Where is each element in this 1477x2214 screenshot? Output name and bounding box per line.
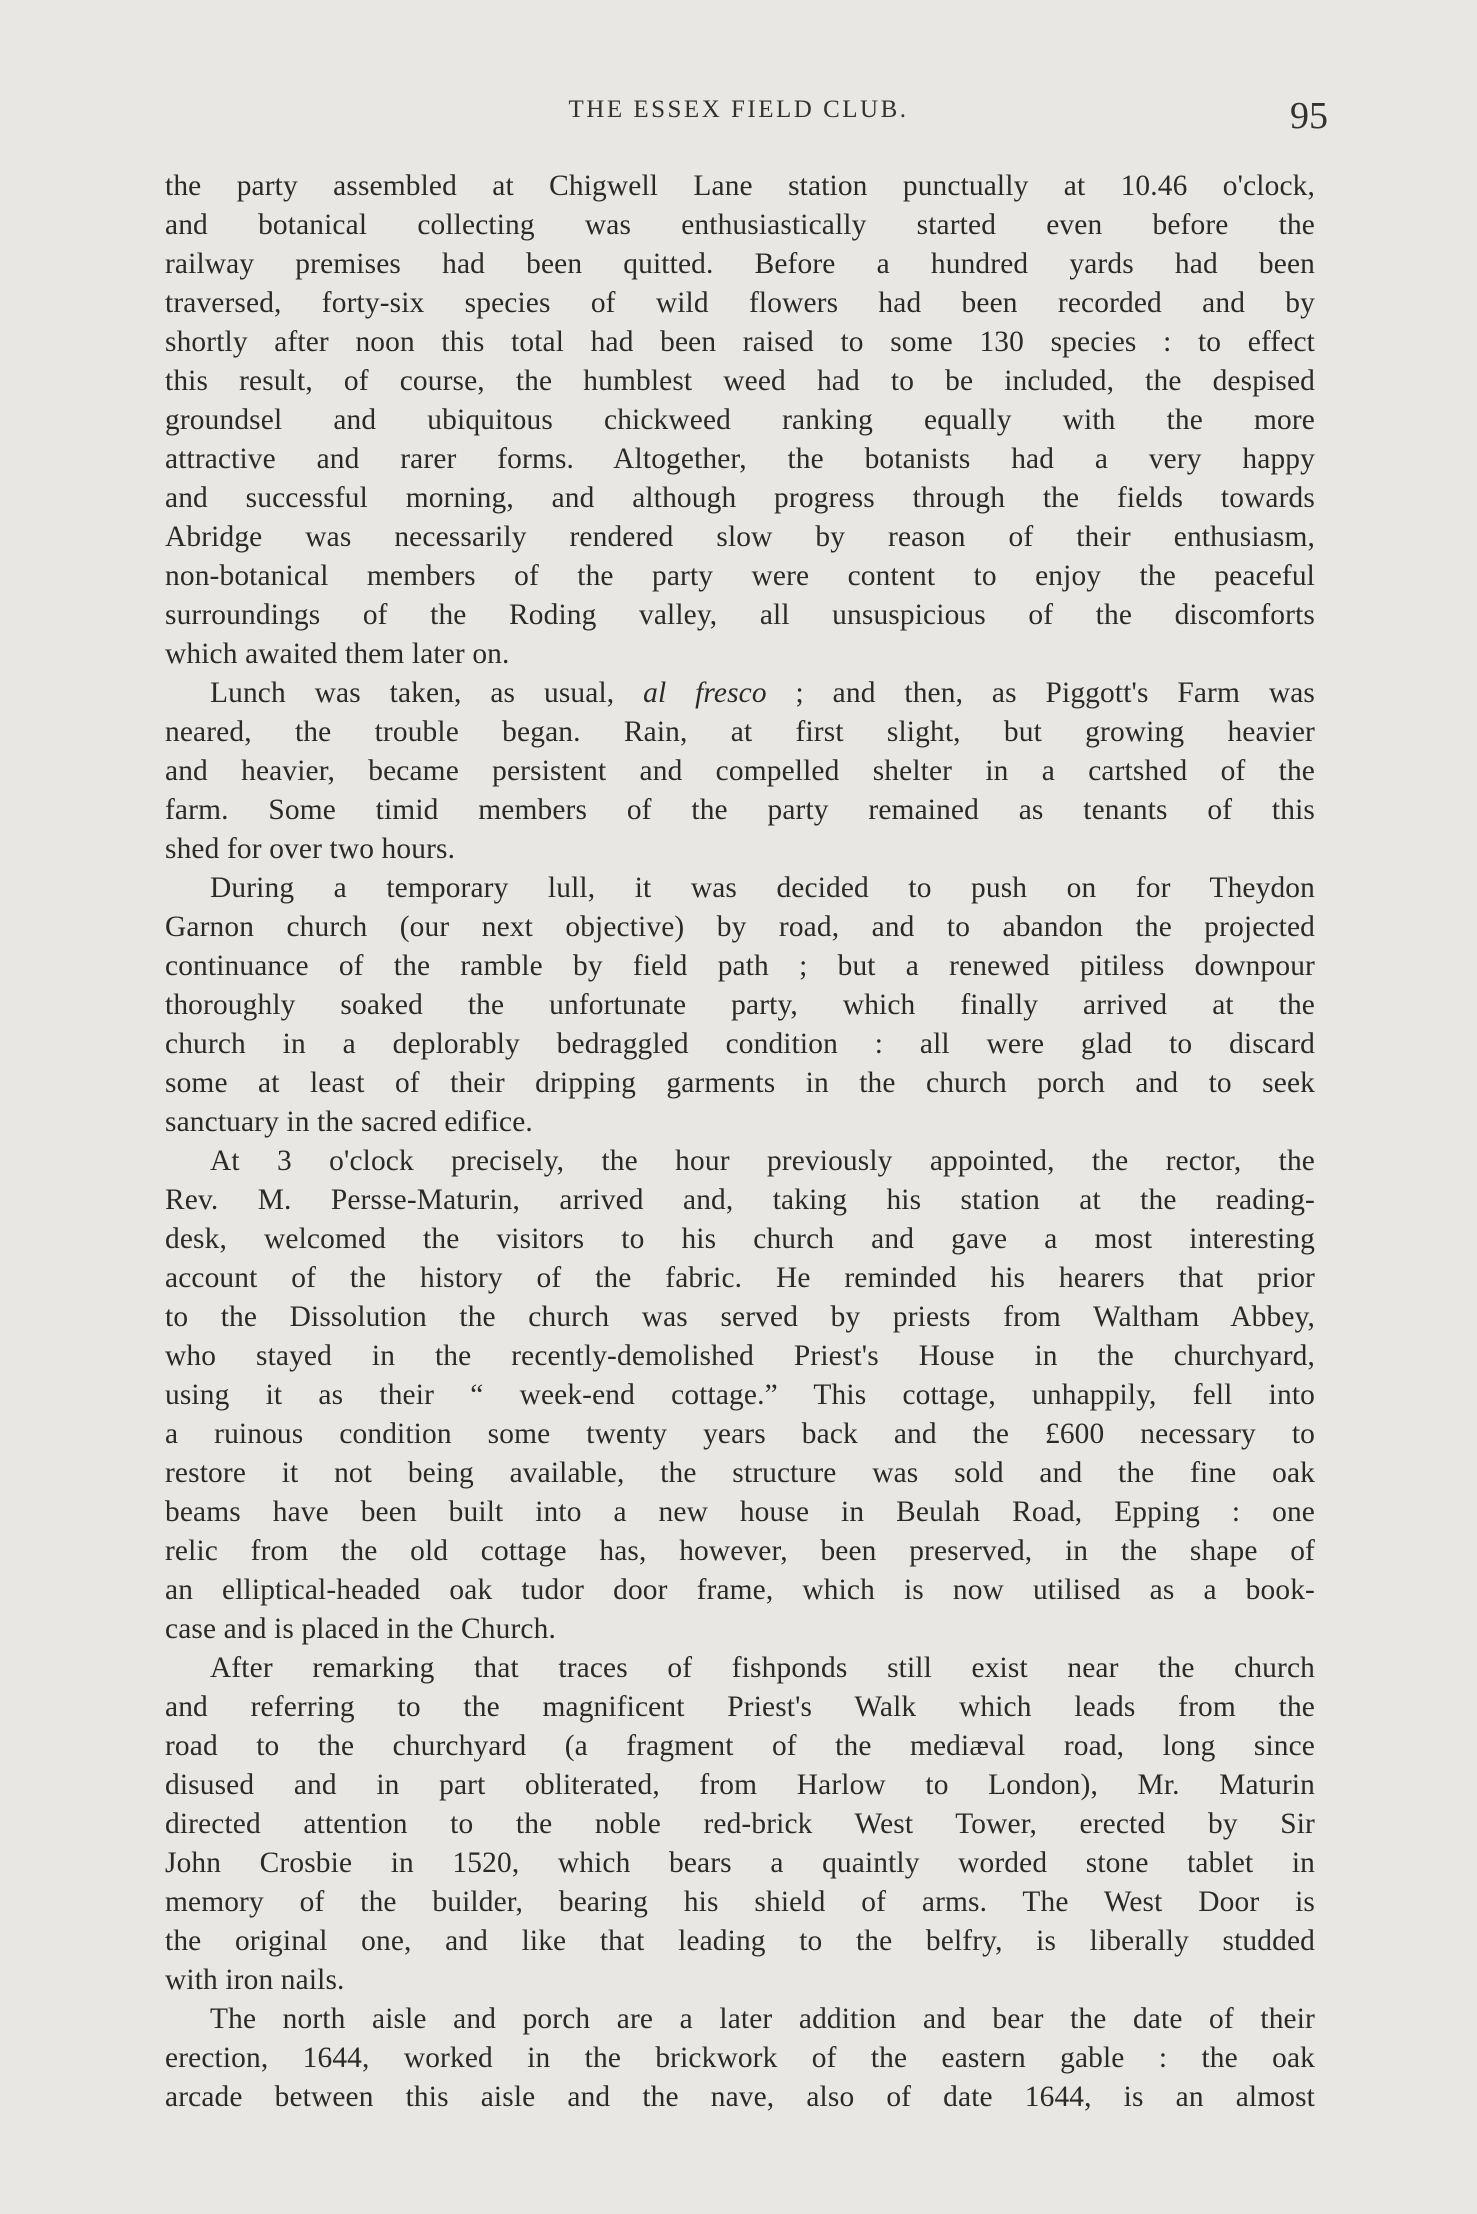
running-head [0, 95, 1477, 145]
text-line: John Crosbie in 1520, which bears a quaintly worded stone tablet in [165, 1847, 1315, 1879]
text-line: a ruinous condition some twenty years back and the £600 necessary to [165, 1418, 1315, 1450]
italic-phrase: al fresco [643, 677, 767, 709]
text-line [165, 674, 1315, 713]
text-line: using it as their “ week-end cottage.” This cottage, unhappily, fell into [165, 1379, 1315, 1411]
paragraph [165, 1649, 1315, 2000]
paragraph [165, 869, 1315, 1142]
text-line: beams have been built into a new house in Beulah Road, Epping : one [165, 1496, 1315, 1528]
text-line: disused and in part obliterated, from Harlow to London), Mr. Maturin [165, 1769, 1315, 1801]
text-line: and referring to the magnificent Priest's Walk which leads from the [165, 1691, 1315, 1723]
text-line: church in a deplorably bedraggled condition : all were glad to discard [165, 1028, 1315, 1060]
text-line: surroundings of the Roding valley, all unsuspicious of the discomforts [165, 599, 1315, 631]
page-number: 95 [1290, 95, 1328, 137]
text-line: thoroughly soaked the unfortunate party, which finally arrived at the [165, 989, 1315, 1021]
text-line: At 3 o'clock precisely, the hour previously appointed, the rector, the [210, 1145, 1315, 1177]
text-line: which awaited them later on. [165, 638, 510, 670]
text-line: desk, welcomed the visitors to his church and gave a most interesting [165, 1223, 1315, 1255]
text-line: directed attention to the noble red-brick West Tower, erected by Sir [165, 1808, 1315, 1840]
text-line: with iron nails. [165, 1964, 345, 1996]
text-line: arcade between this aisle and the nave, also of date 1644, is an almost [165, 2081, 1315, 2113]
text-line: erection, 1644, worked in the brickwork of the eastern gable : the oak [165, 2042, 1315, 2074]
text-line: shortly after noon this total had been raised to some 130 species : to effect [165, 326, 1315, 358]
paragraph [165, 167, 1315, 674]
text-line: relic from the old cottage has, however, been preserved, in the shape of [165, 1535, 1315, 1567]
text-line: to the Dissolution the church was served by priests from Waltham Abbey, [165, 1301, 1315, 1333]
text-line: shed for over two hours. [165, 833, 456, 865]
text-line: groundsel and ubiquitous chickweed ranking equally with the more [165, 404, 1315, 436]
text-line: The north aisle and porch are a later addition and bear the date of their [210, 2003, 1315, 2035]
paragraph [165, 2000, 1315, 2117]
running-title: THE ESSEX FIELD CLUB. [568, 96, 909, 123]
text-line: During a temporary lull, it was decided to push on for Theydon [210, 872, 1315, 904]
text-line: case and is placed in the Church. [165, 1613, 556, 1645]
text-line: sanctuary in the sacred edifice. [165, 1106, 533, 1138]
text-line: After remarking that traces of fishponds still exist near the church [210, 1652, 1315, 1684]
text-line: restore it not being available, the structure was sold and the fine oak [165, 1457, 1315, 1489]
text-line: the original one, and like that leading to the belfry, is liberally studded [165, 1925, 1315, 1957]
text-line: an elliptical-headed oak tudor door frame, which is now utilised as a book- [165, 1574, 1315, 1606]
text-line: traversed, forty-six species of wild flowers had been recorded and by [165, 287, 1315, 319]
paragraph [165, 1142, 1315, 1649]
text-line: neared, the trouble began. Rain, at first slight, but growing heavier [165, 716, 1315, 748]
text-line: account of the history of the fabric. He reminded his hearers that prior [165, 1262, 1315, 1294]
text-line: and heavier, became persistent and compelled shelter in a cartshed of the [165, 755, 1315, 787]
text-line: Garnon church (our next objective) by road, and to abandon the projected [165, 911, 1315, 943]
text-line: this result, of course, the humblest weed had to be included, the despised [165, 365, 1315, 397]
text-line: some at least of their dripping garments in the church porch and to seek [165, 1067, 1315, 1099]
text-line: memory of the builder, bearing his shield of arms. The West Door is [165, 1886, 1315, 1918]
text-line: the party assembled at Chigwell Lane station punctually at 10.46 o'clock, [165, 170, 1315, 202]
text-line: Rev. M. Persse-Maturin, arrived and, taking his station at the reading- [165, 1184, 1315, 1216]
text-line: road to the churchyard (a fragment of the mediæval road, long since [165, 1730, 1315, 1762]
text-line: and botanical collecting was enthusiastically started even before the [165, 209, 1315, 241]
text-line: continuance of the ramble by field path ; but a renewed pitiless downpour [165, 950, 1315, 982]
text-line: and successful morning, and although progress through the fields towards [165, 482, 1315, 514]
text-line: non-botanical members of the party were content to enjoy the peaceful [165, 560, 1315, 592]
text-segment: ; and then, as Piggott's Farm was [766, 677, 1315, 709]
text-line: attractive and rarer forms. Altogether, the botanists had a very happy [165, 443, 1315, 475]
text-line: who stayed in the recently-demolished Priest's House in the churchyard, [165, 1340, 1315, 1372]
text-segment: Lunch was taken, as usual, [210, 677, 644, 709]
text-line: farm. Some timid members of the party remained as tenants of this [165, 794, 1315, 826]
text-line: railway premises had been quitted. Before a hundred yards had been [165, 248, 1315, 280]
text-line: Abridge was necessarily rendered slow by reason of their enthusiasm, [165, 521, 1315, 553]
body-text [165, 167, 1315, 2117]
paragraph [165, 674, 1315, 869]
